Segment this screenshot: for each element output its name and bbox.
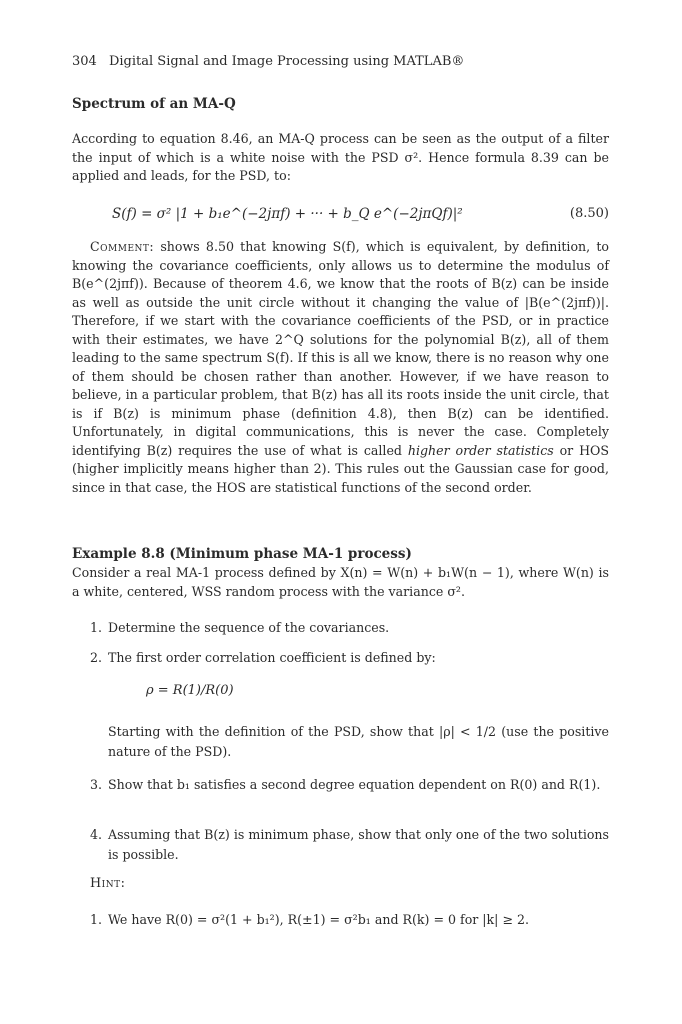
item-text: Starting with the definition of the PSD, show that |ρ| < 1/2 (use the positive nature of the PSD). (108, 724, 609, 759)
list-item (90, 648, 609, 668)
list-item (90, 775, 609, 795)
comment-paragraph (72, 238, 609, 497)
hint-label: Hint: (90, 876, 126, 891)
equation-body: S(f) = σ² |1 + b₁e^(−2jπf) + ··· + b_Q e^(−2jπQf)|² (112, 206, 463, 222)
item-text: We have R(0) = σ²(1 + b₁²), R(±1) = σ²b₁ and R(k) = 0 for |k| ≥ 2. (108, 912, 529, 927)
comment-text-1: shows 8.50 that knowing S(f), which is equivalent, by definition, to knowing the covariance coefficients, only allows us to determine the modulus of B(e^(2jπf)). Because of theorem 4.6, we know that the roots of B(z) can be inside as well as outside the unit circle without it changing the value of |B(e^(2jπf))|. Therefore, if we start with the covariance coefficients of the PSD, or in practice with their estimates, we have 2^Q solutions for the polynomial B(z), all of them leading to the same spectrum S(f). If this is all we know, there is no reason why one of them should be chosen rather than another. However, if we have reason to believe, in a particular problem, that B(z) has all its roots inside the unit circle, that is if B(z) is minimum phase (definition 4.8), then B(z) can be identified. Unfortunately, in digital communications, this is never the case. Completely identifying B(z) requires the use of what is called (72, 239, 609, 458)
correlation-formula: ρ = R(1)/R(0) (146, 683, 234, 698)
item-number: 1. (90, 912, 103, 927)
item-number: 3. (90, 777, 103, 792)
list-item-continuation (90, 722, 609, 762)
section-title: Spectrum of an MA-Q (72, 96, 236, 112)
intro-paragraph: According to equation 8.46, an MA-Q process can be seen as the output of a filter the input of which is a white noise with the PSD σ². Hence formula 8.39 can be applied and leads, for the PSD, to: (72, 131, 609, 183)
equation-number: (8.50) (569, 206, 609, 221)
equation-8-50 (72, 206, 609, 228)
example-title: Example 8.8 (Minimum phase MA-1 process) (72, 546, 412, 562)
list-item (90, 825, 609, 865)
item-number: 2. (90, 650, 103, 665)
item-text: The first order correlation coefficient is defined by: (108, 650, 436, 665)
comment-emphasis: higher order statistics (407, 442, 554, 458)
book-title: Digital Signal and Image Processing using MATLAB® (108, 54, 465, 69)
comment-label: Comment: (90, 239, 155, 254)
page-number: 304 (72, 54, 97, 69)
item-text: Assuming that B(z) is minimum phase, show that only one of the two solutions is possible. (108, 827, 609, 862)
item-number: 4. (90, 827, 103, 842)
comment-text-2: or HOS (higher implicitly means higher than 2). This rules out the Gaussian case for good, since in that case, the HOS are statistical functions of the second order. (72, 442, 609, 495)
item-text: Show that b₁ satisfies a second degree equation dependent on R(0) and R(1). (108, 777, 601, 792)
example-text: Consider a real MA-1 process defined by X(n) = W(n) + b₁W(n − 1), where W(n) is a white, centered, WSS random process with the variance σ². (72, 565, 609, 599)
item-text: Determine the sequence of the covariances. (108, 620, 390, 635)
item-number: 1. (90, 620, 103, 635)
running-header (72, 54, 609, 69)
list-item (90, 618, 609, 638)
hint-item (90, 910, 609, 930)
